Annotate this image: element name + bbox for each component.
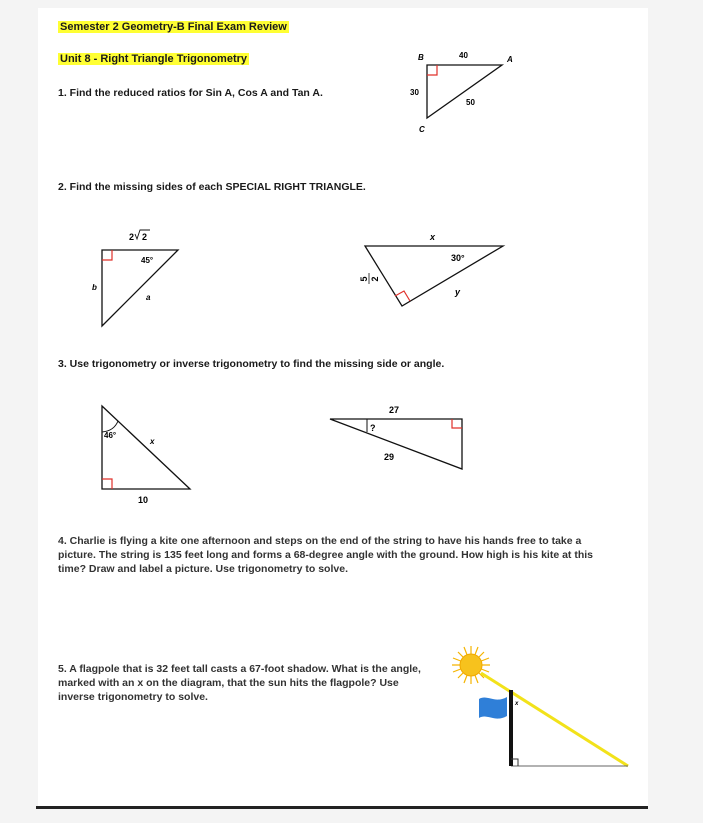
side-x-label: x [430, 232, 436, 242]
side-x-label: x [150, 437, 155, 446]
angle-45-label: 45° [141, 256, 154, 265]
top-side-radicand: 2 [142, 232, 148, 242]
right-angle-marker [102, 250, 112, 260]
right-angle-marker [102, 479, 112, 489]
q1-triangle-figure [405, 48, 530, 148]
hypotenuse-label: 50 [466, 98, 475, 107]
bottom-divider [36, 806, 648, 809]
question-5-text: 5. A flagpole that is 32 feet tall casts a 67-foot shadow. What is the angle, marked with an x on the diagram, that the sun hits the flagpole? Use inverse trigonometry to solve. [58, 663, 421, 703]
flag-icon [479, 697, 507, 719]
svg-text:5: 5 [359, 276, 369, 282]
question-2-prompt: 2. Find the missing sides of each SPECIAL RIGHT TRIANGLE. [58, 181, 366, 193]
question-3-prompt: 3. Use trigonometry or inverse trigonometry to find the missing side or angle. [58, 358, 445, 370]
right-angle-marker [452, 419, 462, 428]
fraction-label [359, 273, 380, 284]
vertex-B-label: B [418, 53, 424, 62]
sun-icon [452, 646, 490, 684]
worksheet-title: Semester 2 Geometry-B Final Exam Review [60, 21, 287, 33]
question-4-text: 4. Charlie is flying a kite one afternoon and steps on the end of the string to have his hands free to take a picture. The string is 135 feet long and forms a 68-degree angle with the ground. How high is his kite at this time? Draw and label a picture. Use trigonometry to solve. [58, 535, 594, 575]
side-top-label: 40 [459, 51, 468, 60]
right-angle-marker [427, 65, 437, 75]
unit-title: Unit 8 - Right Triangle Trigonometry [60, 53, 248, 65]
side-b-label: b [92, 283, 97, 292]
angle-30-label: 30° [451, 253, 465, 263]
side-left-label: 30 [410, 88, 419, 97]
top-side-label: 27 [389, 405, 400, 415]
bottom-side-label: 10 [138, 495, 149, 505]
q3-triangle-left-figure [88, 398, 203, 510]
question-1-prompt: 1. Find the reduced ratios for Sin A, Cos A and Tan A. [58, 87, 323, 99]
angle-x-label: x [515, 701, 519, 707]
q2-30-60-90-figure [355, 220, 515, 315]
q5-flagpole-figure [445, 640, 635, 775]
unknown-angle-label: ? [370, 423, 376, 433]
top-side-coefficient: 2 [129, 232, 135, 242]
vertex-C-label: C [419, 125, 425, 134]
side-y-label: y [455, 287, 461, 297]
angle-46-label: 46° [104, 431, 117, 440]
q2-45-45-90-figure [88, 220, 198, 330]
q3-triangle-right-figure [325, 400, 470, 478]
vertex-A-label: A [507, 55, 513, 64]
side-a-label: a [146, 293, 151, 302]
sunbeam-line [481, 673, 628, 766]
svg-text:2: 2 [370, 276, 380, 282]
hypotenuse-label: 29 [384, 452, 395, 462]
